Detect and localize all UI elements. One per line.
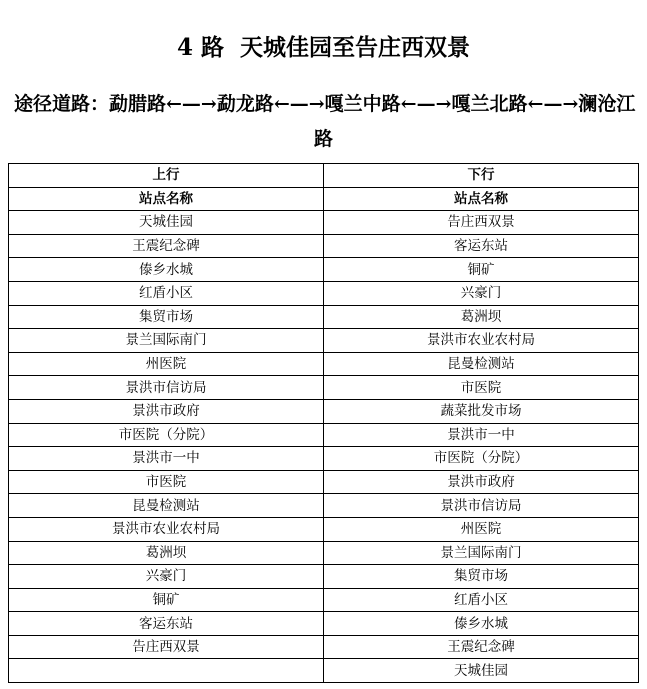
table-row bbox=[9, 329, 639, 353]
table-row bbox=[9, 281, 639, 305]
station-up-cell: 景洪市一中 bbox=[9, 447, 324, 471]
table-row bbox=[9, 659, 639, 683]
route-roads-line-1: 途径道路：勐腊路←—→勐龙路←—→嘎兰中路←—→嘎兰北路←—→澜沧江 bbox=[14, 93, 636, 115]
station-down-cell: 傣乡水城 bbox=[324, 612, 639, 636]
subheader-up-station-name: 站点名称 bbox=[9, 187, 324, 211]
station-up-cell: 告庄西双景 bbox=[9, 635, 324, 659]
station-down-cell: 市医院 bbox=[324, 376, 639, 400]
stops-table bbox=[8, 163, 639, 683]
station-down-cell: 葛洲坝 bbox=[324, 305, 639, 329]
table-row bbox=[9, 352, 639, 376]
station-up-cell: 天城佳园 bbox=[9, 211, 324, 235]
station-down-cell: 景洪市农业农村局 bbox=[324, 329, 639, 353]
table-row bbox=[9, 612, 639, 636]
station-down-cell: 州医院 bbox=[324, 517, 639, 541]
station-up-cell: 州医院 bbox=[9, 352, 324, 376]
route-roads-line-2: 路 bbox=[313, 128, 333, 150]
station-up-cell: 铜矿 bbox=[9, 588, 324, 612]
station-down-cell: 蔬菜批发市场 bbox=[324, 399, 639, 423]
station-down-cell: 兴豪门 bbox=[324, 281, 639, 305]
table-row bbox=[9, 517, 639, 541]
station-down-cell: 昆曼检测站 bbox=[324, 352, 639, 376]
station-up-cell bbox=[9, 659, 324, 683]
station-down-cell: 景兰国际南门 bbox=[324, 541, 639, 565]
station-up-cell: 兴豪门 bbox=[9, 565, 324, 589]
station-down-cell: 客运东站 bbox=[324, 234, 639, 258]
table-row bbox=[9, 588, 639, 612]
column-header-up: 上行 bbox=[9, 164, 324, 188]
station-down-cell: 王震纪念碑 bbox=[324, 635, 639, 659]
station-up-cell: 市医院 bbox=[9, 470, 324, 494]
table-row bbox=[9, 494, 639, 518]
table-row bbox=[9, 211, 639, 235]
table-row bbox=[9, 234, 639, 258]
station-down-cell: 天城佳园 bbox=[324, 659, 639, 683]
station-up-cell: 景洪市信访局 bbox=[9, 376, 324, 400]
station-up-cell: 红盾小区 bbox=[9, 281, 324, 305]
table-row bbox=[9, 470, 639, 494]
station-up-cell: 客运东站 bbox=[9, 612, 324, 636]
station-up-cell: 集贸市场 bbox=[9, 305, 324, 329]
page-title: 4 路 天城佳园至告庄西双景 bbox=[176, 34, 471, 61]
station-down-cell: 铜矿 bbox=[324, 258, 639, 282]
station-down-cell: 景洪市政府 bbox=[324, 470, 639, 494]
table-row bbox=[9, 635, 639, 659]
station-down-cell: 市医院（分院） bbox=[324, 447, 639, 471]
table-row bbox=[9, 565, 639, 589]
table-row bbox=[9, 399, 639, 423]
station-up-cell: 葛洲坝 bbox=[9, 541, 324, 565]
station-up-cell: 景洪市政府 bbox=[9, 399, 324, 423]
station-up-cell: 市医院（分院） bbox=[9, 423, 324, 447]
station-up-cell: 傣乡水城 bbox=[9, 258, 324, 282]
table-row bbox=[9, 423, 639, 447]
station-up-cell: 景洪市农业农村局 bbox=[9, 517, 324, 541]
station-down-cell: 红盾小区 bbox=[324, 588, 639, 612]
station-down-cell: 景洪市一中 bbox=[324, 423, 639, 447]
table-row bbox=[9, 258, 639, 282]
column-header-down: 下行 bbox=[324, 164, 639, 188]
station-up-cell: 景兰国际南门 bbox=[9, 329, 324, 353]
station-up-cell: 昆曼检测站 bbox=[9, 494, 324, 518]
table-row bbox=[9, 305, 639, 329]
subheader-down-station-name: 站点名称 bbox=[324, 187, 639, 211]
table-subheader-row bbox=[9, 187, 639, 211]
table-row bbox=[9, 447, 639, 471]
table-row bbox=[9, 541, 639, 565]
station-down-cell: 告庄西双景 bbox=[324, 211, 639, 235]
station-down-cell: 景洪市信访局 bbox=[324, 494, 639, 518]
table-row bbox=[9, 376, 639, 400]
station-up-cell: 王震纪念碑 bbox=[9, 234, 324, 258]
stops-table-body bbox=[9, 164, 639, 683]
table-header-row bbox=[9, 164, 639, 188]
station-down-cell: 集贸市场 bbox=[324, 565, 639, 589]
